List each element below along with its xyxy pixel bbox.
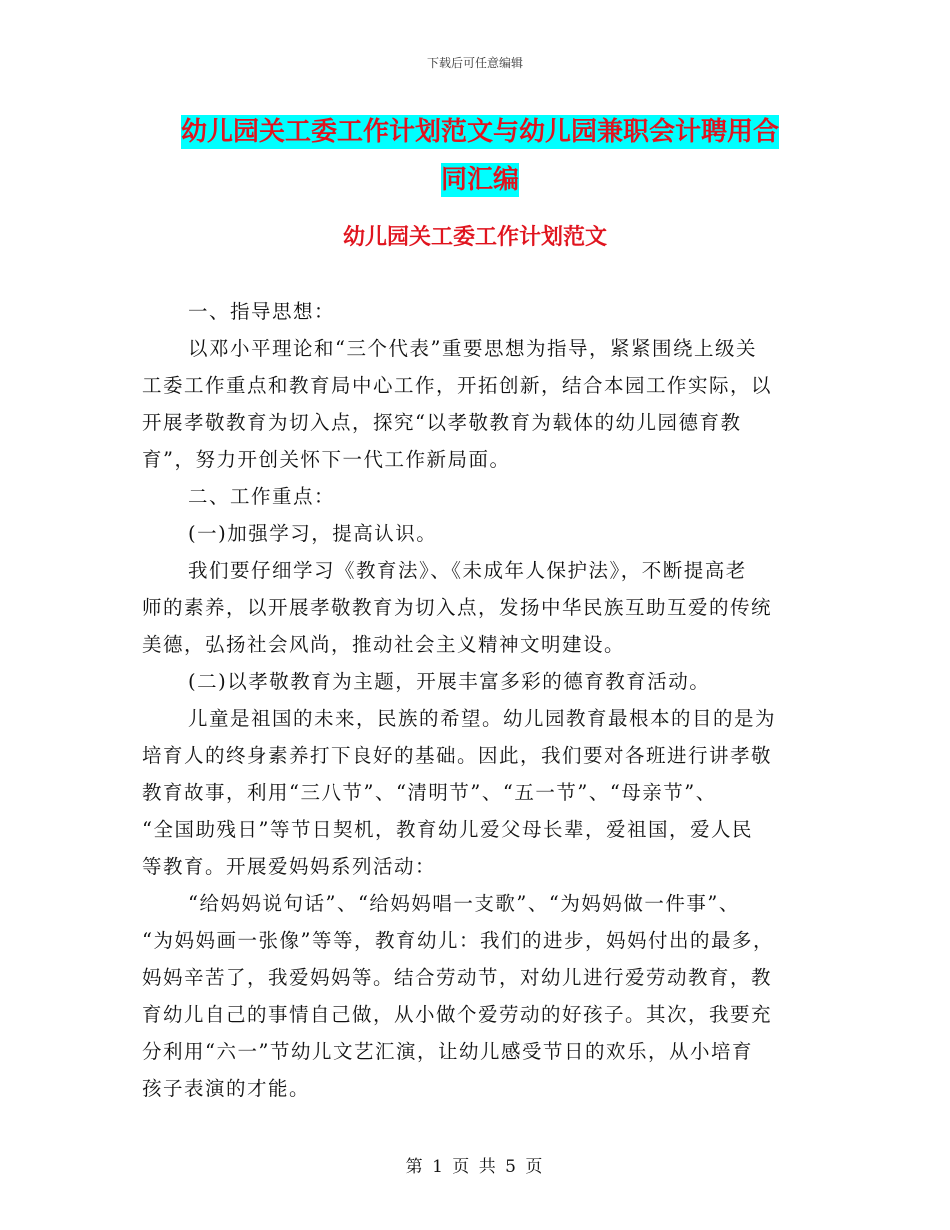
section-title: 幼儿园关工委工作计划范文 [342, 225, 607, 250]
paragraph-line: 分利用“六一”节幼儿文艺汇演，让幼儿感受节日的欢乐，从小培育 [142, 1040, 753, 1063]
paragraph-line: “为妈妈画一张像”等等，教育幼儿：我们的进步，妈妈付出的最多， [142, 929, 774, 952]
title-line-1: 幼儿园关工委工作计划范文与幼儿园兼职会计聘用合 [180, 117, 779, 147]
paragraph-line: 开展孝敬教育为切入点，探究“以孝敬教育为载体的幼儿园德育教 [142, 411, 742, 434]
paragraph-line: “给妈妈说句话”、“给妈妈唱一支歌”、“为妈妈做一件事”、 [188, 892, 740, 915]
document-body [142, 293, 822, 1107]
heading-work-focus: 二、工作重点： [188, 485, 336, 508]
paragraph-line: 工委工作重点和教育局中心工作，开拓创新，结合本园工作实际，以 [142, 374, 773, 397]
title-line-2: 同汇编 [440, 165, 519, 195]
paragraph-line: “全国助残日”等节日契机，教育幼儿爱父母长辈，爱祖国，爱人民 [142, 818, 753, 841]
header-note: 下载后可任意编辑 [426, 56, 523, 70]
paragraph-line: 妈妈辛苦了，我爱妈妈等。结合劳动节，对幼儿进行爱劳动教育，教 [142, 966, 773, 989]
paragraph-line: 美德，弘扬社会风尚，推动社会主义精神文明建设。 [142, 633, 626, 656]
heading-guiding-thought: 一、指导思想： [188, 300, 336, 323]
paragraph-line: 等教育。开展爱妈妈系列活动： [142, 855, 437, 878]
subheading-2: (二)以孝敬教育为主题，开展丰富多彩的德育教育活动。 [188, 670, 711, 693]
paragraph-line: 育幼儿自己的事情自己做，从小做个爱劳动的好孩子。其次，我要充 [142, 1003, 773, 1026]
paragraph-line: 培育人的终身素养打下良好的基础。因此，我们要对各班进行讲孝敬 [142, 744, 773, 767]
paragraph-line: 以邓小平理论和“三个代表”重要思想为指导，紧紧围绕上级关 [188, 337, 757, 360]
paragraph-line: 教育故事，利用“三八节”、“清明节”、“五一节”、“母亲节”、 [142, 781, 717, 804]
subheading-1: (一)加强学习，提高认识。 [188, 522, 438, 545]
paragraph-line: 师的素养，以开展孝敬教育为切入点，发扬中华民族互助互爱的传统 [142, 596, 773, 619]
page-footer: 第 1 页 共 5 页 [405, 1157, 545, 1177]
document-title [140, 108, 820, 204]
paragraph-line: 我们要仔细学习《教育法》、《未成年人保护法》，不断提高老 [188, 559, 747, 582]
paragraph-line: 孩子表演的才能。 [142, 1077, 311, 1100]
paragraph-line: 儿童是祖国的未来，民族的希望。幼儿园教育最根本的目的是为 [188, 707, 777, 730]
paragraph-line: 育”，努力开创关怀下一代工作新局面。 [142, 448, 511, 471]
